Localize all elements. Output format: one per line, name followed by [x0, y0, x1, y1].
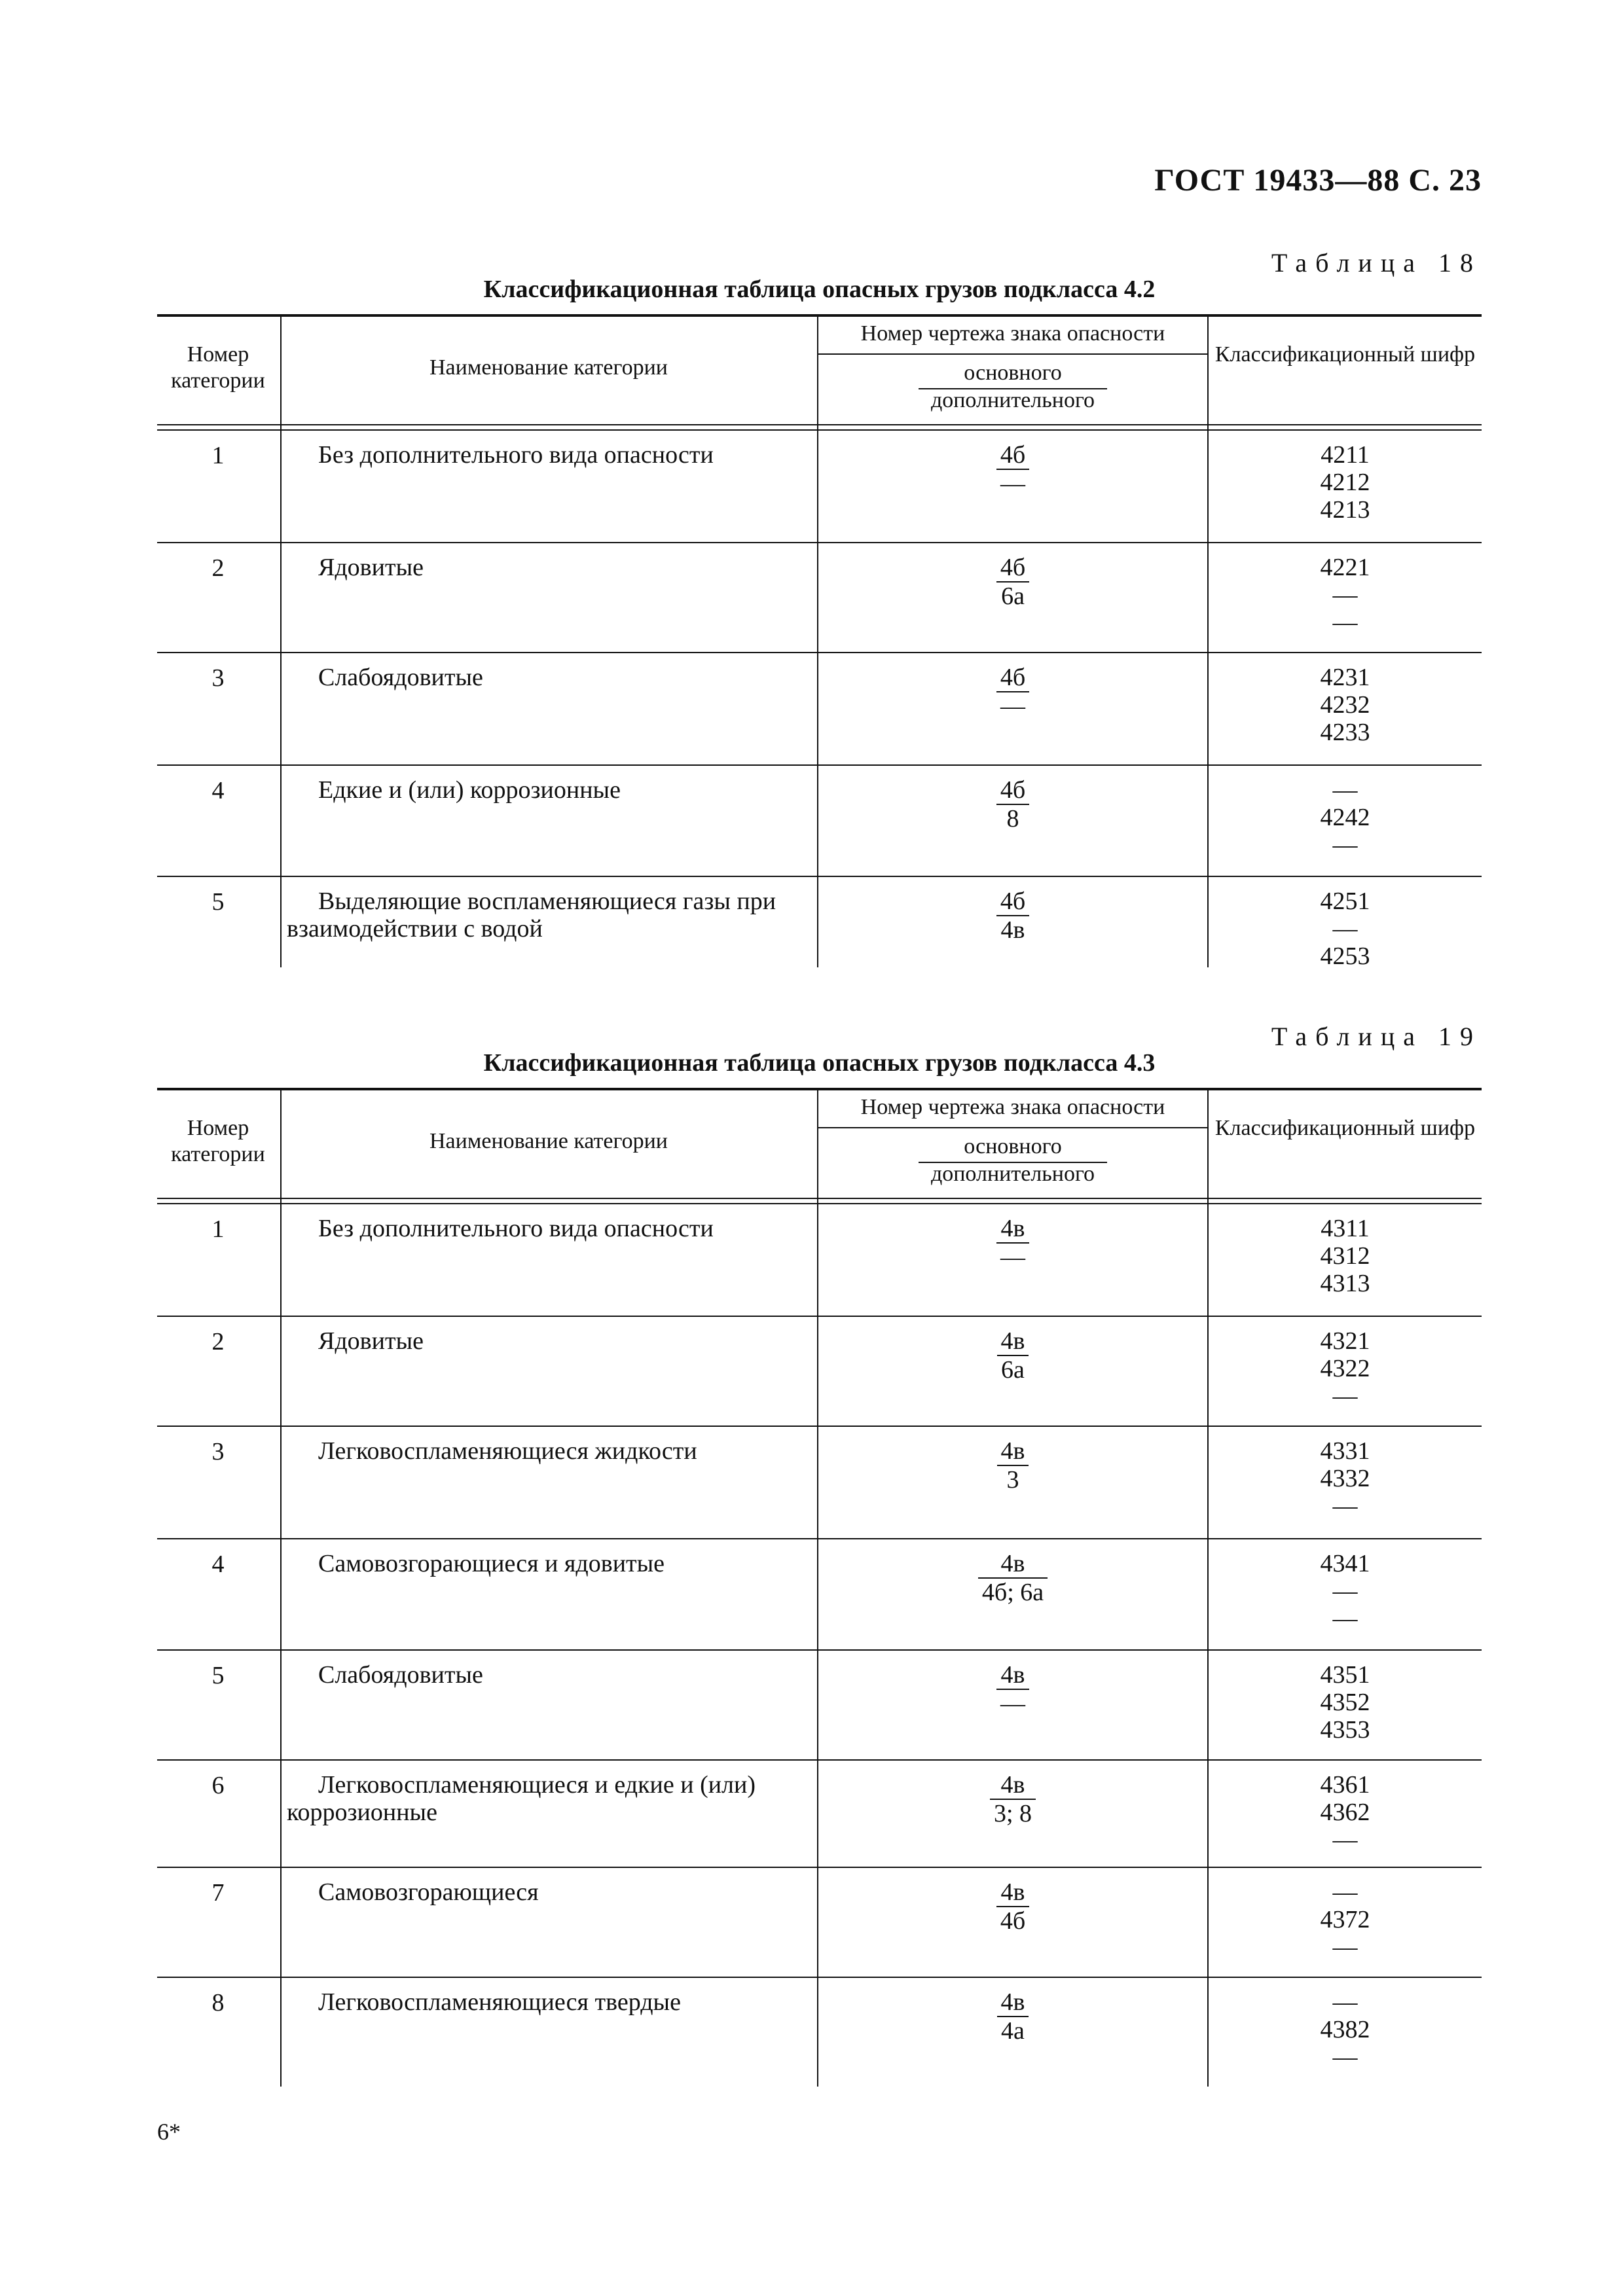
column-divider	[280, 314, 282, 967]
category-name: Легковоспламеняющиеся жидкости	[318, 1437, 697, 1465]
sign-main: 4в	[996, 1215, 1029, 1244]
category-name: Ядовитые	[318, 1327, 424, 1355]
classification-code: 4332	[1320, 1465, 1370, 1492]
classification-code: —	[1332, 2043, 1358, 2071]
classification-code: 4372	[1320, 1906, 1370, 1933]
classification-codes	[1209, 1661, 1482, 1744]
sign-main: 4б	[996, 776, 1029, 805]
sign-extra: 6а	[1001, 1356, 1025, 1384]
table-18	[157, 314, 1482, 970]
sign-main: 4б	[996, 888, 1029, 916]
sign-extra: 3	[1006, 1466, 1019, 1494]
table-row	[157, 1538, 1482, 1649]
category-number: 5	[211, 888, 225, 916]
header-sign-extra: дополнительного	[930, 388, 1095, 412]
category-number: 4	[211, 777, 225, 804]
table-row	[157, 764, 1482, 876]
sign-extra: —	[1000, 470, 1025, 497]
sign-main: 4в	[996, 1878, 1029, 1907]
header-code: Классификационный шифр	[1214, 1116, 1476, 1140]
classification-code: 4382	[1320, 2016, 1370, 2043]
table-19	[157, 1088, 1482, 2087]
classification-code: —	[1332, 581, 1358, 609]
sign-main: 4в	[978, 1550, 1048, 1579]
table-row	[157, 876, 1482, 970]
classification-code: 4351	[1320, 1661, 1370, 1689]
table-row	[157, 1649, 1482, 1759]
category-name: Самовозгорающиеся и ядовитые	[318, 1550, 665, 1577]
sign-fraction	[818, 1550, 1207, 1606]
classification-codes	[1209, 1878, 1482, 1961]
classification-codes	[1209, 776, 1482, 859]
category-name: Ядовитые	[318, 554, 424, 581]
header-num: Номер категории	[171, 342, 265, 393]
classification-code: —	[1332, 1382, 1358, 1410]
category-number: 8	[211, 1989, 225, 2017]
classification-code: —	[1332, 609, 1358, 636]
classification-code: —	[1332, 776, 1358, 804]
classification-code: 4341	[1320, 1550, 1370, 1577]
header-bottom-rule	[157, 1198, 1482, 1199]
table-row	[157, 1203, 1482, 1316]
classification-code: —	[1332, 1878, 1358, 1906]
sign-fraction	[818, 1661, 1207, 1717]
category-number: 1	[211, 442, 225, 469]
classification-codes	[1209, 1215, 1482, 1297]
category-number: 3	[211, 664, 225, 692]
page-header: ГОСТ 19433—88 С. 23	[1154, 163, 1482, 198]
table-row	[157, 542, 1482, 652]
sign-extra: 3; 8	[993, 1800, 1032, 1827]
category-number: 3	[211, 1438, 225, 1465]
category-number: 5	[211, 1662, 225, 1689]
category-name: Выделяющие воспламеняющиеся газы при взаимодействии с водой	[287, 888, 776, 942]
sign-fraction	[818, 441, 1207, 497]
header-bottom-rule	[157, 424, 1482, 425]
table-18-label: Таблица 18	[1271, 248, 1482, 278]
category-name: Едкие и (или) коррозионные	[318, 776, 621, 804]
table-19-label: Таблица 19	[1271, 1022, 1482, 1051]
classification-code: —	[1332, 831, 1358, 859]
category-number: 6	[211, 1772, 225, 1799]
sign-fraction	[818, 554, 1207, 610]
classification-code: 4311	[1321, 1215, 1370, 1242]
sign-extra: —	[1000, 692, 1025, 720]
classification-code: 4221	[1320, 554, 1370, 581]
classification-code: 4211	[1321, 441, 1370, 469]
table-top-rule	[157, 314, 1482, 317]
classification-code: —	[1332, 915, 1358, 942]
sign-fraction	[818, 888, 1207, 944]
classification-code: —	[1332, 1605, 1358, 1632]
classification-code: 4253	[1320, 942, 1370, 970]
column-divider	[817, 1088, 818, 2087]
category-name: Самовозгорающиеся	[318, 1878, 539, 1906]
table-top-rule	[157, 1088, 1482, 1090]
classification-code: 4232	[1320, 691, 1370, 719]
column-divider	[1207, 1088, 1209, 2087]
table-18-caption: Классификационная таблица опасных грузов подкласса 4.2	[483, 276, 1156, 303]
sign-extra: 4б; 6а	[981, 1579, 1044, 1606]
category-name: Без дополнительного вида опасности	[318, 441, 714, 469]
table-row	[157, 1867, 1482, 1977]
classification-codes	[1209, 441, 1482, 524]
classification-code: —	[1332, 1988, 1358, 2016]
table-row	[157, 1759, 1482, 1867]
category-number: 4	[211, 1551, 225, 1578]
classification-code: —	[1332, 1492, 1358, 1520]
sign-main: 4в	[990, 1771, 1036, 1800]
sign-main: 4б	[996, 664, 1029, 692]
table-row	[157, 1977, 1482, 2087]
header-sign-main: основного	[964, 1134, 1062, 1158]
classification-code: 4251	[1320, 888, 1370, 915]
sign-extra: 8	[1006, 805, 1019, 833]
header-num: Номер категории	[171, 1116, 265, 1166]
classification-code: 4322	[1320, 1355, 1370, 1382]
header-sign: Номер чертежа знака опасности	[860, 321, 1165, 346]
classification-codes	[1209, 1771, 1482, 1854]
sign-main: 4в	[997, 1327, 1029, 1356]
header-sign-main: основного	[964, 361, 1062, 385]
table-19-caption: Классификационная таблица опасных грузов подкласса 4.3	[483, 1049, 1156, 1077]
category-number: 2	[211, 1328, 225, 1355]
classification-code: —	[1332, 1933, 1358, 1961]
sign-fraction	[818, 1771, 1207, 1827]
sign-extra: 4в	[1000, 916, 1025, 944]
sign-extra: 4б	[1000, 1907, 1026, 1935]
classification-codes	[1209, 1550, 1482, 1632]
classification-code: 4233	[1320, 719, 1370, 746]
classification-codes	[1209, 888, 1482, 970]
category-name: Легковоспламеняющиеся твердые	[318, 1988, 681, 2016]
classification-codes	[1209, 1437, 1482, 1520]
sign-extra: 4а	[1001, 2017, 1025, 2045]
classification-code: 4331	[1320, 1437, 1370, 1465]
sign-extra: 6а	[1001, 583, 1025, 610]
classification-codes	[1209, 1327, 1482, 1410]
header-code: Классификационный шифр	[1214, 342, 1476, 367]
classification-codes	[1209, 1988, 1482, 2071]
table-row	[157, 652, 1482, 764]
sign-extra: —	[1000, 1690, 1025, 1717]
header-sign: Номер чертежа знака опасности	[860, 1095, 1165, 1119]
sign-fraction	[818, 1215, 1207, 1271]
header-sign-rule	[818, 1127, 1207, 1128]
classification-code: 4212	[1320, 469, 1370, 496]
classification-code: 4362	[1320, 1799, 1370, 1826]
table-row	[157, 429, 1482, 542]
header-name: Наименование категории	[429, 355, 668, 380]
classification-code: 4352	[1320, 1689, 1370, 1716]
footer-mark: 6*	[157, 2119, 181, 2145]
category-name: Слабоядовитые	[318, 1661, 483, 1689]
classification-code: 4213	[1320, 496, 1370, 524]
category-name: Слабоядовитые	[318, 664, 483, 691]
sign-extra: —	[1000, 1244, 1025, 1271]
classification-codes	[1209, 664, 1482, 746]
sign-fraction	[818, 1327, 1207, 1384]
category-name: Легковоспламеняющиеся и едкие и (или) коррозионные	[287, 1771, 756, 1826]
sign-main: 4в	[997, 1988, 1029, 2017]
header-sign-rule	[818, 353, 1207, 355]
sign-main: 4в	[996, 1661, 1029, 1690]
classification-codes	[1209, 554, 1482, 636]
sign-main: 4в	[997, 1437, 1029, 1466]
sign-fraction	[818, 664, 1207, 720]
sign-main: 4б	[996, 441, 1029, 470]
sign-fraction	[818, 776, 1207, 833]
column-divider	[1207, 314, 1209, 967]
sign-fraction	[818, 1437, 1207, 1494]
classification-code: 4353	[1320, 1716, 1370, 1744]
category-number: 2	[211, 554, 225, 582]
header-name: Наименование категории	[429, 1129, 668, 1153]
classification-code: 4231	[1320, 664, 1370, 691]
column-divider	[817, 314, 818, 967]
classification-code: 4321	[1320, 1327, 1370, 1355]
classification-code: 4313	[1320, 1270, 1370, 1297]
sign-main: 4б	[996, 554, 1029, 583]
category-number: 7	[211, 1879, 225, 1907]
header-sign-extra: дополнительного	[930, 1162, 1095, 1186]
category-number: 1	[211, 1215, 225, 1243]
classification-code: 4361	[1320, 1771, 1370, 1799]
classification-code: 4312	[1320, 1242, 1370, 1270]
classification-code: 4242	[1320, 804, 1370, 831]
category-name: Без дополнительного вида опасности	[318, 1215, 714, 1242]
table-row	[157, 1426, 1482, 1538]
classification-code: —	[1332, 1826, 1358, 1854]
sign-fraction	[818, 1988, 1207, 2045]
classification-code: —	[1332, 1577, 1358, 1605]
sign-fraction	[818, 1878, 1207, 1935]
column-divider	[280, 1088, 282, 2087]
table-row	[157, 1316, 1482, 1426]
